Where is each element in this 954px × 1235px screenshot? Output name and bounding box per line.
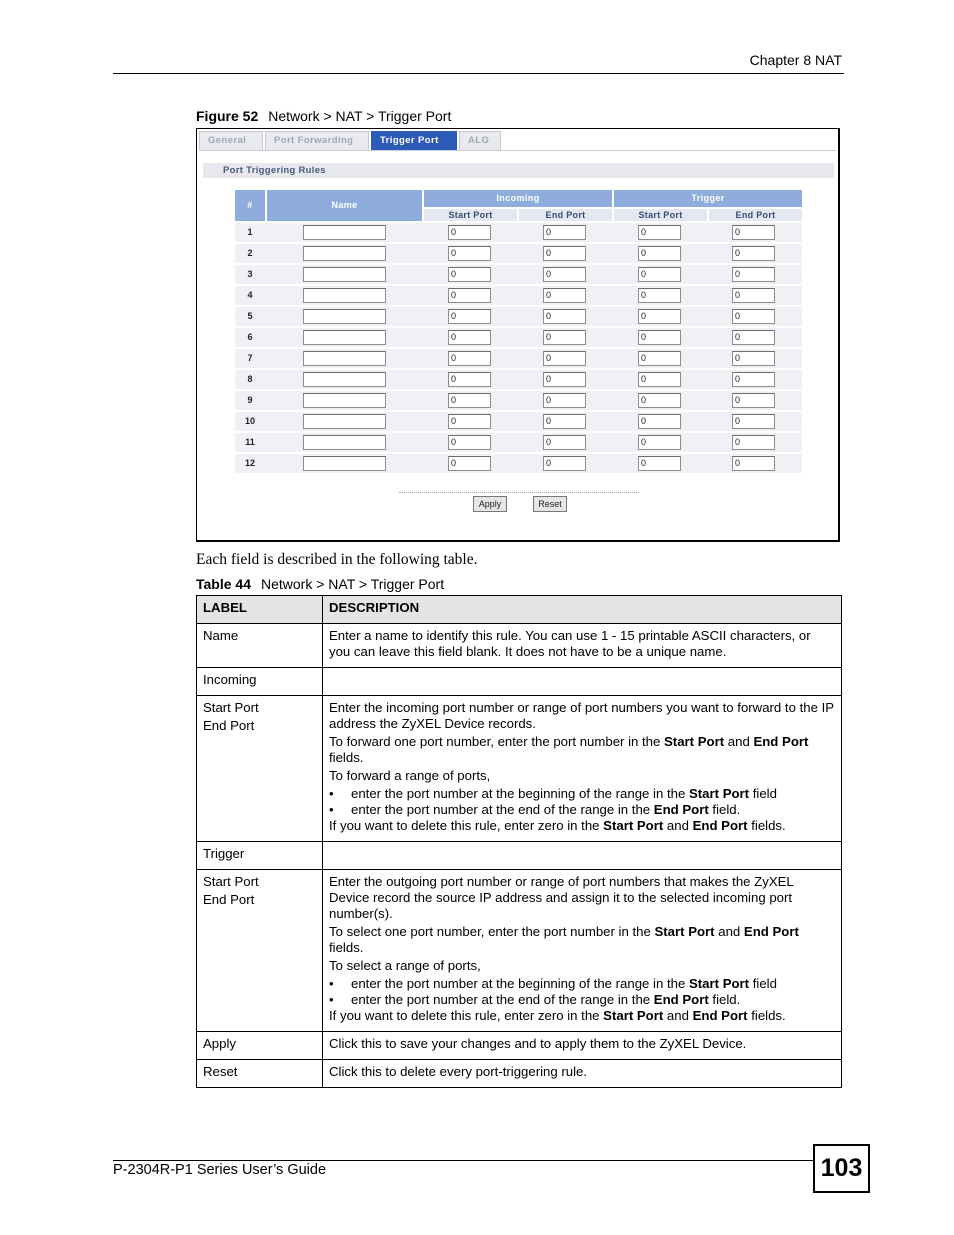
field-label: Apply bbox=[203, 1036, 236, 1051]
col-header-incoming: Incoming bbox=[424, 190, 612, 207]
trigger-start-port-input[interactable]: 0 bbox=[638, 225, 681, 240]
description-paragraph: To select one port number, enter the port number in the Start Port and End Port fields. bbox=[329, 924, 799, 955]
row-number: 6 bbox=[247, 332, 253, 342]
description-bullet: • enter the port number at the beginning of the range in the Start Port field bbox=[329, 786, 835, 802]
trigger-end-port-input[interactable]: 0 bbox=[732, 393, 775, 408]
name-input[interactable] bbox=[303, 351, 386, 366]
incoming-end-port-input[interactable]: 0 bbox=[543, 267, 586, 282]
description-cell bbox=[323, 1060, 842, 1088]
table-title: Network > NAT > Trigger Port bbox=[261, 576, 445, 592]
incoming-end-port-input[interactable]: 0 bbox=[543, 351, 586, 366]
table-header-row bbox=[197, 596, 842, 624]
label-cell bbox=[197, 870, 323, 1032]
col-header-num: # bbox=[235, 190, 265, 221]
col-header-name: Name bbox=[267, 190, 422, 221]
field-label: Incoming bbox=[203, 672, 257, 687]
label-cell bbox=[197, 696, 323, 842]
name-input[interactable] bbox=[303, 288, 386, 303]
guide-title: P-2304R-P1 Series User’s Guide bbox=[113, 1162, 327, 1178]
description-bullet: • enter the port number at the end of the range in the End Port field. bbox=[329, 802, 835, 818]
field-label: End Port bbox=[203, 892, 255, 907]
tab-alg[interactable]: ALG bbox=[459, 131, 501, 150]
tab-port-forwarding[interactable]: Port Forwarding bbox=[265, 131, 369, 150]
name-input[interactable] bbox=[303, 435, 386, 450]
table-row bbox=[197, 696, 842, 842]
header-description: DESCRIPTION bbox=[323, 596, 842, 624]
incoming-start-port-input[interactable]: 0 bbox=[448, 267, 491, 282]
name-input[interactable] bbox=[303, 246, 386, 261]
name-input[interactable] bbox=[303, 414, 386, 429]
tab-general[interactable]: General bbox=[199, 131, 263, 150]
trigger-end-port-input[interactable]: 0 bbox=[732, 414, 775, 429]
label-cell bbox=[197, 1060, 323, 1088]
incoming-end-port-input[interactable]: 0 bbox=[543, 414, 586, 429]
trigger-end-port-input[interactable]: 0 bbox=[732, 435, 775, 450]
incoming-start-port-input[interactable]: 0 bbox=[448, 330, 491, 345]
incoming-start-port-input[interactable]: 0 bbox=[448, 456, 491, 471]
row-number: 8 bbox=[247, 374, 253, 384]
label-cell bbox=[197, 668, 323, 696]
description-bullet: • enter the port number at the end of the range in the End Port field. bbox=[329, 992, 835, 1008]
col-header-incoming-end: End Port bbox=[519, 209, 612, 221]
incoming-start-port-input[interactable]: 0 bbox=[448, 414, 491, 429]
header-divider bbox=[113, 73, 844, 74]
col-header-trigger: Trigger bbox=[614, 190, 802, 207]
incoming-end-port-input[interactable]: 0 bbox=[543, 225, 586, 240]
description-cell bbox=[323, 870, 842, 1032]
trigger-start-port-input[interactable]: 0 bbox=[638, 288, 681, 303]
incoming-end-port-input[interactable]: 0 bbox=[543, 330, 586, 345]
incoming-start-port-input[interactable]: 0 bbox=[448, 393, 491, 408]
table-body bbox=[197, 624, 842, 1088]
figure-title: Network > NAT > Trigger Port bbox=[268, 108, 452, 124]
tab-bar bbox=[199, 131, 501, 150]
row-number: 1 bbox=[247, 227, 253, 237]
description-paragraph: To forward a range of ports, bbox=[329, 768, 491, 783]
description-paragraph: If you want to delete this rule, enter zero in the Start Port and End Port fields. bbox=[329, 1008, 786, 1023]
description-cell bbox=[323, 668, 842, 696]
trigger-start-port-input[interactable]: 0 bbox=[638, 372, 681, 387]
name-input[interactable] bbox=[303, 372, 386, 387]
field-label: Reset bbox=[203, 1064, 238, 1079]
row-number: 5 bbox=[247, 311, 253, 321]
table-label: Table 44 bbox=[196, 576, 251, 592]
description-cell bbox=[323, 1032, 842, 1060]
table-caption bbox=[196, 576, 444, 592]
trigger-start-port-input[interactable]: 0 bbox=[638, 435, 681, 450]
trigger-end-port-input[interactable]: 0 bbox=[732, 309, 775, 324]
incoming-start-port-input[interactable]: 0 bbox=[448, 225, 491, 240]
row-number: 2 bbox=[247, 248, 253, 258]
trigger-start-port-input[interactable]: 0 bbox=[638, 456, 681, 471]
trigger-start-port-input[interactable]: 0 bbox=[638, 393, 681, 408]
chapter-header: Chapter 8 NAT bbox=[749, 52, 842, 68]
incoming-start-port-input[interactable]: 0 bbox=[448, 309, 491, 324]
trigger-start-port-input[interactable]: 0 bbox=[638, 351, 681, 366]
row-number: 9 bbox=[247, 395, 253, 405]
table-row bbox=[197, 1060, 842, 1088]
name-input[interactable] bbox=[303, 225, 386, 240]
description-paragraph: Click this to delete every port-triggering rule. bbox=[329, 1064, 587, 1079]
field-label: End Port bbox=[203, 718, 255, 733]
footer-divider bbox=[113, 1160, 813, 1161]
trigger-end-port-input[interactable]: 0 bbox=[732, 288, 775, 303]
trigger-end-port-input[interactable]: 0 bbox=[732, 225, 775, 240]
field-description-table bbox=[196, 595, 842, 1088]
trigger-start-port-input[interactable]: 0 bbox=[638, 309, 681, 324]
trigger-start-port-input[interactable]: 0 bbox=[638, 414, 681, 429]
table-row bbox=[197, 870, 842, 1032]
figure-label: Figure 52 bbox=[196, 108, 259, 124]
description-cell bbox=[323, 842, 842, 870]
col-header-trigger-end: End Port bbox=[709, 209, 802, 221]
name-input[interactable] bbox=[303, 309, 386, 324]
description-paragraph: Enter a name to identify this rule. You can use 1 - 15 printable ASCII characters, or you can leave this field blank. It does not have to be a unique name. bbox=[329, 628, 811, 659]
incoming-end-port-input[interactable]: 0 bbox=[543, 309, 586, 324]
intro-text: Each field is described in the following table. bbox=[196, 551, 478, 568]
trigger-end-port-input[interactable]: 0 bbox=[732, 267, 775, 282]
field-label: Name bbox=[203, 628, 239, 643]
incoming-start-port-input[interactable]: 0 bbox=[448, 288, 491, 303]
incoming-end-port-input[interactable]: 0 bbox=[543, 435, 586, 450]
row-number: 11 bbox=[245, 437, 255, 447]
section-title: Port Triggering Rules bbox=[203, 163, 834, 178]
figure-caption bbox=[196, 108, 451, 124]
description-paragraph: To select a range of ports, bbox=[329, 958, 481, 973]
trigger-end-port-input[interactable]: 0 bbox=[732, 351, 775, 366]
tab-underline bbox=[199, 150, 836, 151]
description-paragraph: Enter the outgoing port number or range of port numbers that makes the ZyXEL Device record the source IP address and assign it to the selected incoming port number(s). bbox=[329, 874, 794, 921]
description-paragraph: Click this to save your changes and to apply them to the ZyXEL Device. bbox=[329, 1036, 747, 1051]
incoming-start-port-input[interactable]: 0 bbox=[448, 351, 491, 366]
field-label: Trigger bbox=[203, 846, 245, 861]
page-number: 103 bbox=[813, 1144, 870, 1193]
col-header-incoming-start: Start Port bbox=[424, 209, 517, 221]
trigger-start-port-input[interactable]: 0 bbox=[638, 330, 681, 345]
row-number: 7 bbox=[247, 353, 253, 363]
table-row bbox=[197, 1032, 842, 1060]
incoming-end-port-input[interactable]: 0 bbox=[543, 288, 586, 303]
description-cell bbox=[323, 624, 842, 668]
row-number: 12 bbox=[244, 458, 255, 468]
trigger-port-screenshot bbox=[196, 128, 840, 542]
table-row bbox=[197, 842, 842, 870]
trigger-end-port-input[interactable]: 0 bbox=[732, 456, 775, 471]
col-header-trigger-start: Start Port bbox=[614, 209, 707, 221]
tab-trigger-port[interactable]: Trigger Port bbox=[371, 131, 457, 150]
trigger-start-port-input[interactable]: 0 bbox=[638, 267, 681, 282]
incoming-end-port-input[interactable]: 0 bbox=[543, 393, 586, 408]
header-label: LABEL bbox=[197, 596, 323, 624]
table-row bbox=[197, 624, 842, 668]
incoming-start-port-input[interactable]: 0 bbox=[448, 435, 491, 450]
label-cell bbox=[197, 842, 323, 870]
label-cell bbox=[197, 624, 323, 668]
incoming-end-port-input[interactable]: 0 bbox=[543, 372, 586, 387]
field-label: Start Port bbox=[203, 874, 259, 889]
description-bullet: • enter the port number at the beginning of the range in the Start Port field bbox=[329, 976, 835, 992]
name-input[interactable] bbox=[303, 393, 386, 408]
apply-button[interactable]: Apply bbox=[473, 496, 507, 512]
name-input[interactable] bbox=[303, 456, 386, 471]
button-divider bbox=[399, 492, 639, 493]
incoming-end-port-input[interactable]: 0 bbox=[543, 246, 586, 261]
name-input[interactable] bbox=[303, 267, 386, 282]
reset-button[interactable]: Reset bbox=[533, 496, 567, 512]
trigger-start-port-input[interactable]: 0 bbox=[638, 246, 681, 261]
trigger-end-port-input[interactable]: 0 bbox=[732, 330, 775, 345]
trigger-end-port-input[interactable]: 0 bbox=[732, 372, 775, 387]
field-label: Start Port bbox=[203, 700, 259, 715]
incoming-start-port-input[interactable]: 0 bbox=[448, 246, 491, 261]
row-number: 10 bbox=[244, 416, 255, 426]
description-cell bbox=[323, 696, 842, 842]
incoming-start-port-input[interactable]: 0 bbox=[448, 372, 491, 387]
table-row bbox=[197, 668, 842, 696]
trigger-end-port-input[interactable]: 0 bbox=[732, 246, 775, 261]
label-cell bbox=[197, 1032, 323, 1060]
incoming-end-port-input[interactable]: 0 bbox=[543, 456, 586, 471]
name-input[interactable] bbox=[303, 330, 386, 345]
description-paragraph: Enter the incoming port number or range of port numbers you want to forward to the IP address the ZyXEL Device records. bbox=[329, 700, 834, 731]
row-number: 4 bbox=[247, 290, 253, 300]
row-number: 3 bbox=[247, 269, 253, 279]
description-paragraph: If you want to delete this rule, enter zero in the Start Port and End Port fields. bbox=[329, 818, 786, 833]
description-paragraph: To forward one port number, enter the port number in the Start Port and End Port fields. bbox=[329, 734, 809, 765]
